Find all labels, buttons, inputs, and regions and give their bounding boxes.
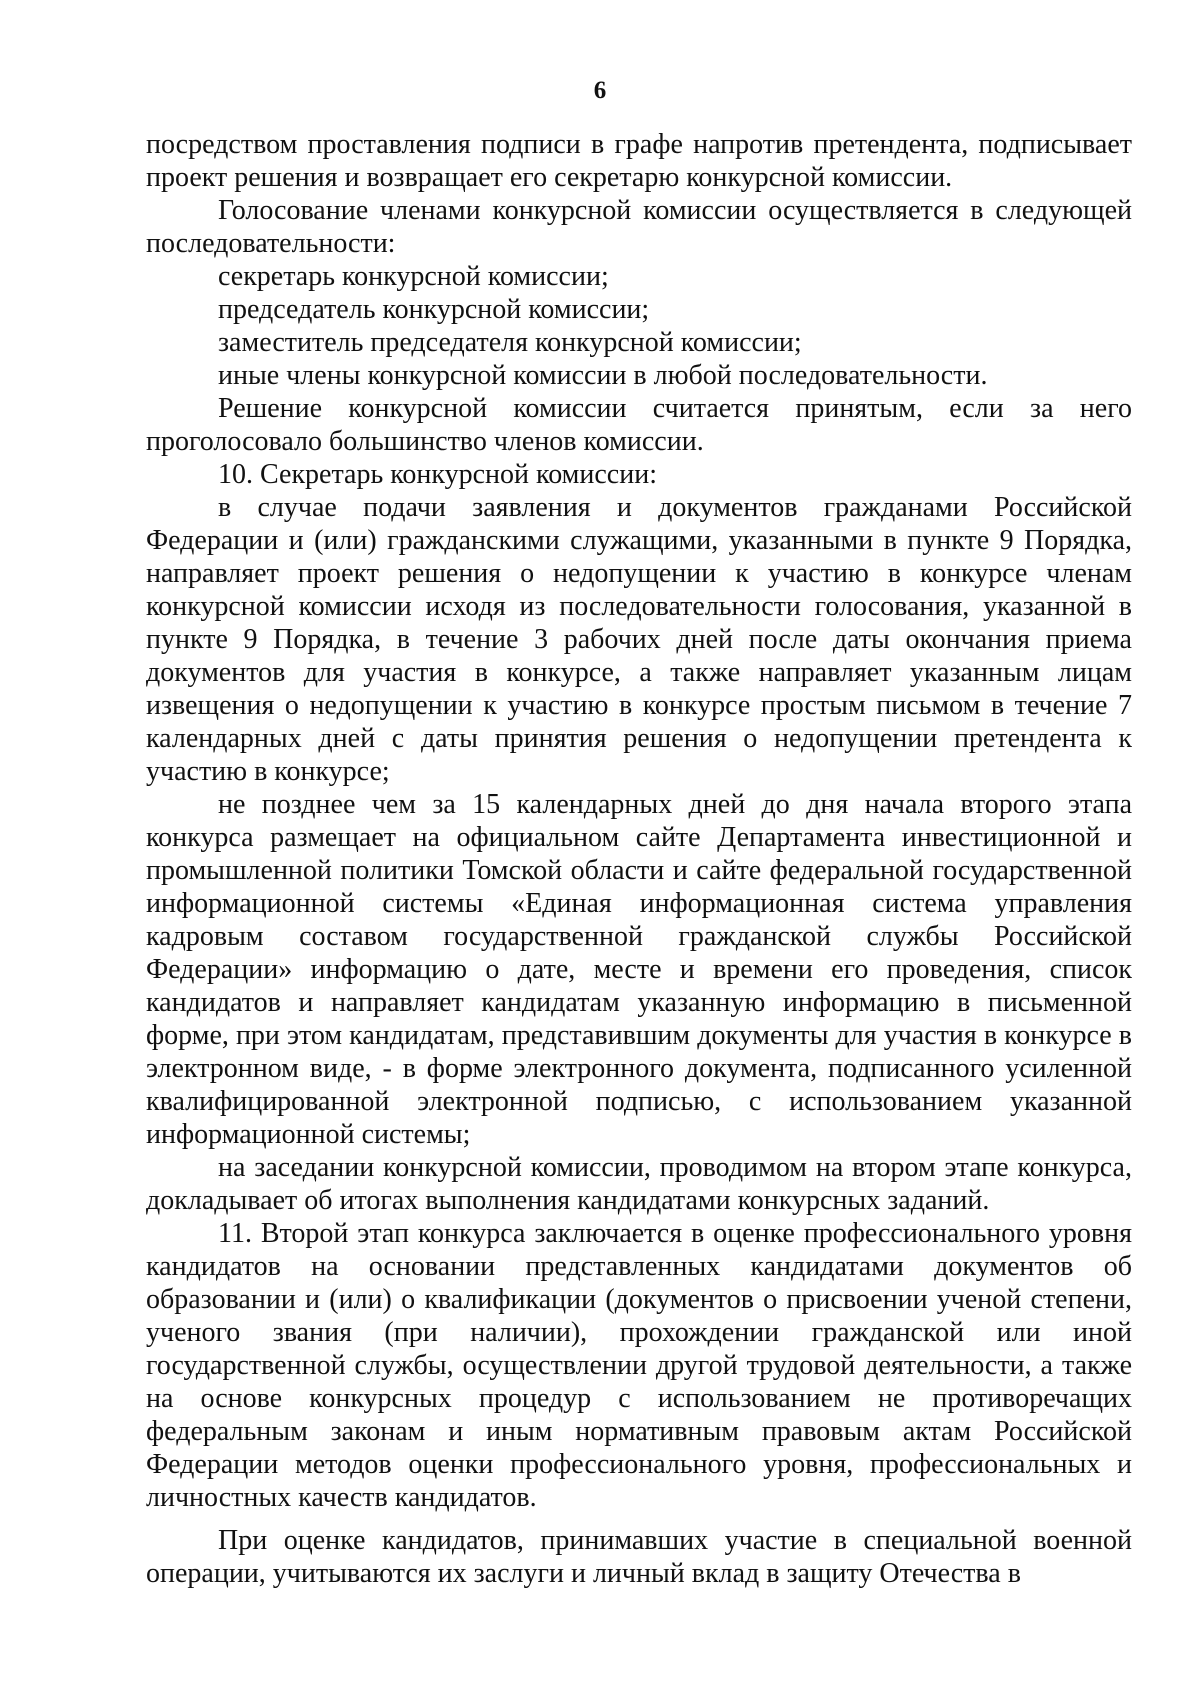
paragraph: При оценке кандидатов, принимавших участие в специальной военной операции, учитываются их заслуги и личный вклад в защиту Отечества в (146, 1525, 1132, 1589)
page-number: 6 (593, 77, 607, 104)
paragraph: на заседании конкурсной комиссии, проводимом на втором этапе конкурса, докладывает об итогах выполнения кандидатами конкурсных заданий. (146, 1152, 1132, 1216)
paragraph: Решение конкурсной комиссии считается принятым, если за него проголосовало большинство членов комиссии. (146, 393, 1132, 457)
section-heading: 10. Секретарь конкурсной комиссии: (218, 459, 657, 490)
document-body (146, 128, 1132, 1590)
paragraph: в случае подачи заявления и документов гражданами Российской Федерации и (или) гражданскими служащими, указанными в пункте 9 Порядка, направляет проект решения о недопущении к участию в конкурсе членам конкурсной комиссии исходя из последовательности голосования, указанной в пункте 9 Порядка, в течение 3 рабочих дней после даты окончания приема документов для участия в конкурсе, а также направляет указанным лицам извещения о недопущении к участию в конкурсе простым письмом в течение 7 календарных дней с даты принятия решения о недопущении претендента к участию в конкурсе; (146, 492, 1132, 787)
paragraph: Голосование членами конкурсной комиссии осуществляется в следующей последовательности: (146, 195, 1132, 259)
paragraph: 11. Второй этап конкурса заключается в оценке профессионального уровня кандидатов на основании представленных кандидатами документов об образовании и (или) о квалификации (документов о присвоении ученой степени, ученого звания (при наличии), прохождении гражданской или иной государственной службы, осуществлении другой трудовой деятельности, а также на основе конкурсных процедур с использованием не противоречащих федеральным законам и иным нормативным правовым актам Российской Федерации методов оценки профессионального уровня, профессиональных и личностных качеств кандидатов. (146, 1218, 1132, 1513)
list-item: секретарь конкурсной комиссии; (218, 261, 609, 292)
list-item: иные члены конкурсной комиссии в любой последовательности. (218, 360, 988, 391)
list-item: председатель конкурсной комиссии; (218, 294, 650, 325)
paragraph: посредством проставления подписи в графе напротив претендента, подписывает проект решения и возвращает его секретарю конкурсной комиссии. (146, 129, 1132, 193)
list-item: заместитель председателя конкурсной комиссии; (218, 327, 802, 358)
paragraph: не позднее чем за 15 календарных дней до дня начала второго этапа конкурса размещает на официальном сайте Департамента инвестиционной и промышленной политики Томской области и сайте федеральной государственной информационной системы «Единая информационная система управления кадровым составом государственной гражданской службы Российской Федерации» информацию о дате, месте и времени его проведения, список кандидатов и направляет кандидатам указанную информацию в письменной форме, при этом кандидатам, представившим документы для участия в конкурсе в электронном виде, - в форме электронного документа, подписанного усиленной квалифицированной электронной подписью, с использованием указанной информационной системы; (146, 789, 1132, 1150)
